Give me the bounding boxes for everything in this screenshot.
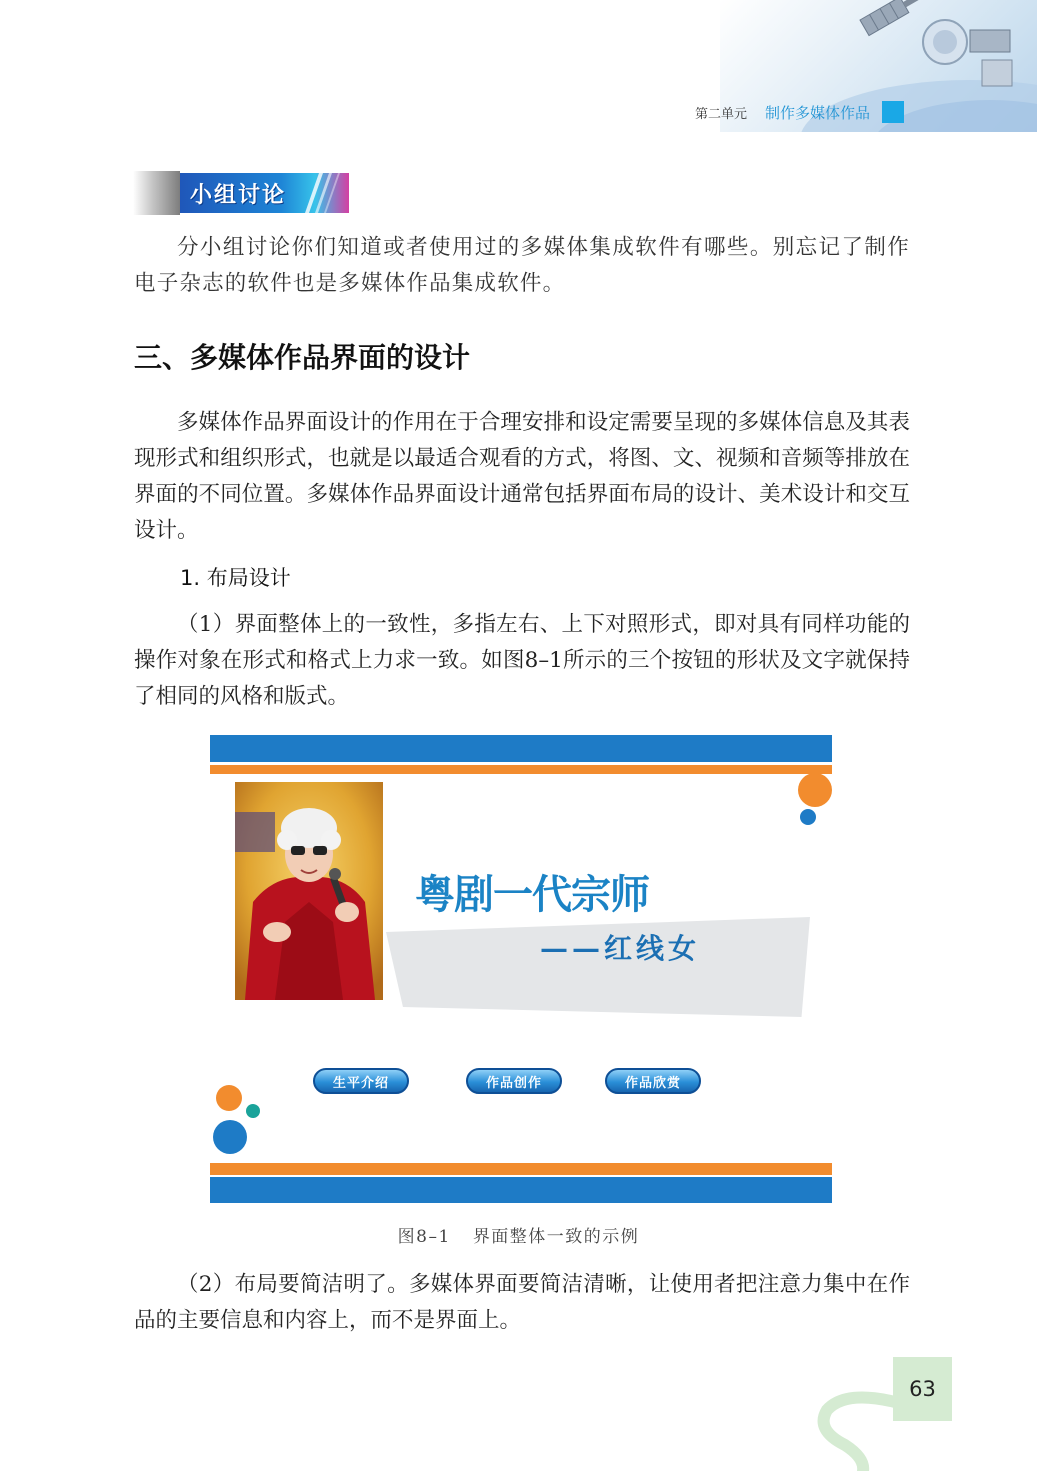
top-orange-bar xyxy=(210,765,832,774)
running-head xyxy=(695,101,904,123)
stripes-icon xyxy=(301,173,341,213)
caption-text: 界面整体一致的示例 xyxy=(472,1227,640,1247)
badge-banner xyxy=(180,173,349,213)
header-square-icon xyxy=(882,101,904,123)
discussion-badge xyxy=(133,171,349,215)
blue-circle-icon xyxy=(213,1120,247,1154)
consistency-paragraph: （1）界面整体上的一致性，多指左右、上下对照形式，即对具有同样功能的操作对象在形式和格式上力求一致。如图8–1所示的三个按钮的形状及文字就保持了相同的风格和版式。 xyxy=(134,612,910,709)
portrait-photo xyxy=(235,782,383,1000)
orange-circle-icon xyxy=(798,773,832,807)
subheading-layout-design: 1. 布局设计 xyxy=(180,566,291,590)
blue-dot-icon xyxy=(800,809,816,825)
page-number: 63 xyxy=(893,1357,952,1421)
small-orange-circle-icon xyxy=(216,1085,242,1111)
bottom-blue-bar xyxy=(210,1177,832,1203)
section-title: 三、多媒体作品界面的设计 xyxy=(134,341,471,374)
unit-label: 第二单元 xyxy=(695,106,748,122)
biography-button[interactable]: 生平介绍 xyxy=(313,1068,409,1094)
corner-curve-icon xyxy=(815,1380,895,1471)
simplicity-paragraph: （2）布局要简洁明了。多媒体界面要简洁清晰，让使用者把注意力集中在作品的主要信息和内容上，而不是界面上。 xyxy=(134,1272,910,1333)
chapter-title: 制作多媒体作品 xyxy=(765,103,871,122)
figure-interface-example xyxy=(210,735,832,1203)
teal-dot-icon xyxy=(246,1104,260,1118)
caption-number: 图8–1 xyxy=(397,1227,451,1247)
badge-gradient xyxy=(133,171,180,215)
bottom-orange-bar xyxy=(210,1163,832,1175)
figure-title: 粤剧一代宗师 xyxy=(415,872,649,918)
figure-subtitle: ——红线女 xyxy=(540,932,701,965)
figure-caption xyxy=(0,1222,1037,1247)
works-creation-button[interactable]: 作品创作 xyxy=(466,1068,562,1094)
works-appreciation-button[interactable]: 作品欣赏 xyxy=(605,1068,701,1094)
intro-paragraph: 多媒体作品界面设计的作用在于合理安排和设定需要呈现的多媒体信息及其表现形式和组织形式，也就是以最适合观看的方式，将图、文、视频和音频等排放在界面的不同位置。多媒体作品界面设计通常包括界面布局的设计、美术设计和交互设计。 xyxy=(134,410,910,543)
discussion-paragraph: 分小组讨论你们知道或者使用过的多媒体集成软件有哪些。别忘记了制作电子杂志的软件也是多媒体作品集成软件。 xyxy=(134,235,910,296)
badge-label: 小组讨论 xyxy=(190,182,287,208)
top-blue-bar xyxy=(210,735,832,762)
